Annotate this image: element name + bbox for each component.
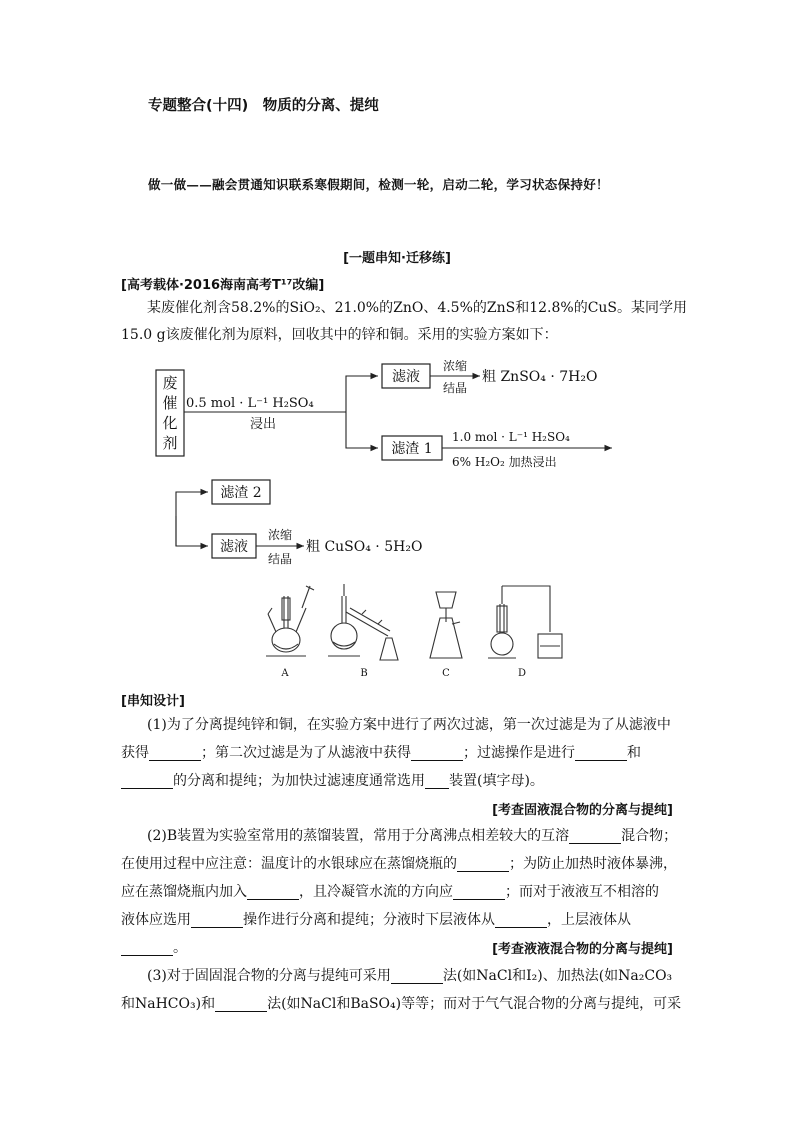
q1-text-a: 获得 [121, 745, 149, 761]
start-char-4: 剂 [162, 434, 178, 452]
start-char-2: 催 [162, 394, 178, 412]
branch-to-filtrate1 [346, 376, 378, 412]
q1-line2 [121, 742, 641, 762]
q2-text-h: 液体应选用 [121, 912, 191, 928]
q1-tag: [考查固液混合物的分离与提纯] [492, 803, 673, 818]
conc1-top: 浓缩 [442, 360, 468, 373]
q2-line2 [121, 853, 677, 873]
answer-blank[interactable] [411, 744, 463, 761]
motto-line: 做一做——融会贯通知识联系寒假期间，检测一轮，启动二轮，学习状态保持好！ [148, 177, 609, 192]
process-flowchart [150, 360, 620, 570]
q3-line1 [147, 965, 672, 985]
q2-line4 [121, 909, 631, 929]
answer-blank[interactable] [121, 772, 173, 789]
page-title: 专题整合(十四) 物质的分离、提纯 [148, 98, 379, 114]
answer-blank[interactable] [247, 883, 299, 900]
answer-blank[interactable] [495, 911, 547, 928]
apparatus-d [488, 586, 562, 658]
apparatus-label-c: C [442, 668, 450, 678]
conc1-bottom: 结晶 [442, 381, 468, 395]
section-header: [一题串知·迁移练] [343, 251, 451, 266]
branch-to-residue2 [176, 492, 208, 546]
q2-text-g: ；而对于液液互不相溶的 [505, 884, 659, 900]
q2-text-j: ，上层液体从 [547, 912, 631, 928]
answer-blank[interactable] [575, 744, 627, 761]
apparatus-label-a: A [281, 668, 289, 678]
q1-text-f: 装置(填字母)。 [449, 773, 544, 789]
answer-blank[interactable] [149, 744, 201, 761]
q1-text-e: 的分离和提纯；为加快过滤速度通常选用 [173, 773, 425, 789]
answer-blank[interactable] [191, 911, 243, 928]
q2-text-f: ，且冷凝管水流的方向应 [299, 884, 453, 900]
step1-reagent: 0.5 mol · L⁻¹ H₂SO₄ [186, 396, 314, 411]
filtrate1-label: 滤液 [392, 369, 420, 385]
q1-text-c: ；过滤操作是进行 [463, 745, 575, 761]
apparatus-label-b: B [360, 668, 368, 678]
q2-text-d: ；为防止加热时液体暴沸， [509, 856, 677, 872]
q2-line3 [121, 881, 659, 901]
q1-text-d: 和 [627, 745, 641, 761]
q2-text-e: 应在蒸馏烧瓶内加入 [121, 884, 247, 900]
q1-text-b: ；第二次过滤是为了从滤液中获得 [201, 745, 411, 761]
intro-line-1: 某废催化剂含58.2%的SiO₂、21.0%的ZnO、4.5%的ZnS和12.8%的CuS。某同学用 [147, 300, 688, 316]
q2-text-a: (2)B装置为实验室常用的蒸馏装置，常用于分离沸点相差较大的互溶 [147, 828, 570, 844]
answer-blank[interactable] [425, 772, 449, 789]
step2-operation: 6% H₂O₂ 加热浸出 [452, 455, 557, 469]
apparatus-figure [258, 578, 568, 678]
q3-text-c: 和NaHCO₃)和 [121, 996, 216, 1012]
filtrate2-label: 滤液 [220, 539, 248, 555]
start-char-3: 化 [162, 414, 178, 432]
q2-text-i: 操作进行分离和提纯；分液时下层液体从 [243, 912, 495, 928]
branch-to-filtrate2 [176, 516, 208, 546]
answer-blank[interactable] [569, 827, 621, 844]
q2-line1 [147, 825, 677, 845]
design-header: [串知设计] [121, 694, 185, 709]
step1-operation: 浸出 [250, 417, 277, 432]
apparatus-c [430, 592, 462, 658]
q2-line5 [121, 937, 187, 957]
residue2-label: 滤渣 2 [220, 485, 262, 501]
conc2-top: 浓缩 [267, 528, 293, 542]
answer-blank[interactable] [121, 939, 173, 956]
residue1-label: 滤渣 1 [391, 441, 433, 457]
step2-reagent: 1.0 mol · L⁻¹ H₂SO₄ [452, 430, 570, 444]
q3-text-a: (3)对于固固混合物的分离与提纯可采用 [147, 968, 391, 984]
answer-blank[interactable] [457, 855, 509, 872]
apparatus-b [328, 584, 398, 660]
q2-text-b: 混合物； [621, 828, 678, 844]
conc2-bottom: 结晶 [267, 552, 293, 566]
q2-tag: [考查液液混合物的分离与提纯] [492, 942, 673, 957]
product1: 粗 ZnSO₄ · 7H₂O [482, 369, 598, 385]
q1-line3 [121, 770, 544, 790]
apparatus-a [266, 586, 314, 656]
intro-line-2: 15.0 g该废催化剂为原料，回收其中的锌和铜。采用的实验方案如下： [121, 327, 558, 343]
answer-blank[interactable] [453, 883, 505, 900]
q2-text-c: 在使用过程中应注意：温度计的水银球应在蒸馏烧瓶的 [121, 856, 457, 872]
source-tag: [高考载体·2016海南高考T¹⁷改编] [121, 278, 325, 293]
apparatus-label-d: D [517, 668, 527, 678]
q3-text-b: 法(如NaCl和I₂)、加热法(如Na₂CO₃ [442, 968, 673, 984]
branch-to-residue1 [346, 412, 378, 448]
q2-text-k: 。 [173, 940, 187, 956]
start-char-1: 废 [162, 374, 178, 392]
q1-line1: (1)为了分离提纯锌和铜，在实验方案中进行了两次过滤，第一次过滤是为了从滤液中 [147, 717, 671, 733]
q3-line2 [121, 993, 681, 1013]
q3-text-d: 法(如NaCl和BaSO₄)等等；而对于气气混合物的分离与提纯，可采 [267, 996, 682, 1012]
answer-blank[interactable] [215, 995, 267, 1012]
product2: 粗 CuSO₄ · 5H₂O [306, 539, 423, 555]
answer-blank[interactable] [391, 967, 443, 984]
